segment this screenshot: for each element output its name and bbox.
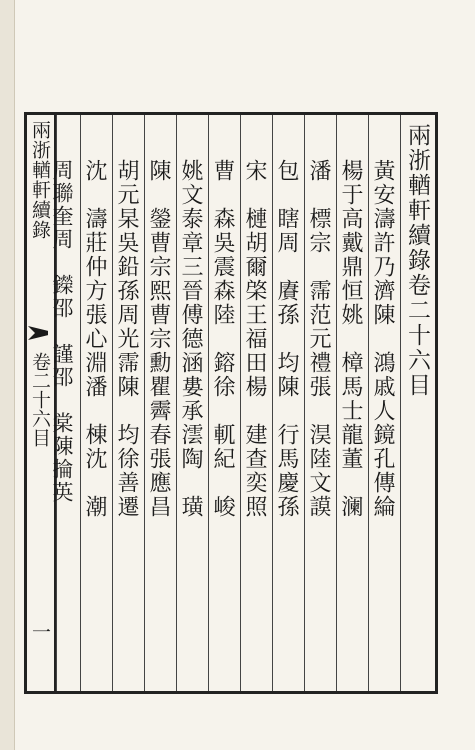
name-column — [368, 115, 400, 691]
name-entry: 張心淵 — [82, 303, 107, 375]
name-entry: 陶 璜 — [178, 447, 203, 519]
name-column — [304, 115, 336, 691]
name-entry: 董 澜 — [338, 447, 363, 519]
name-entry: 邵 謹 — [50, 297, 74, 366]
name-entry: 曹宗熙 — [146, 231, 171, 303]
name-entry: 徐 軏 — [210, 375, 235, 447]
name-entry: 章三晉 — [178, 231, 203, 303]
name-entry: 徐善遷 — [114, 447, 139, 519]
name-entry: 陳 鴻 — [370, 303, 395, 375]
name-entry: 陸 鎔 — [210, 303, 235, 375]
name-entry: 馬士龍 — [338, 375, 363, 447]
name-entry: 張應昌 — [146, 447, 171, 519]
name-entry: 許乃濟 — [370, 231, 395, 303]
name-entry: 沈 濤 — [82, 159, 107, 231]
name-entry: 戴鼎恒 — [338, 231, 363, 303]
name-entry: 范元禮 — [306, 303, 331, 375]
name-entry: 紀 峻 — [210, 447, 235, 519]
binding-gutter — [0, 0, 15, 750]
name-entry: 胡爾棨 — [242, 231, 267, 303]
name-entry: 姚文泰 — [178, 159, 203, 231]
name-entry: 陳 均 — [114, 375, 139, 447]
name-entry: 戚人鏡 — [370, 375, 395, 447]
name-entry: 周 鑅 — [50, 228, 74, 297]
name-entry: 孫 均 — [274, 303, 299, 375]
name-entry: 包 瞎 — [274, 159, 299, 231]
name-entry: 黃安濤 — [370, 159, 395, 231]
name-entry: 陳掄英 — [50, 435, 74, 504]
name-column — [80, 115, 112, 691]
name-column — [272, 115, 304, 691]
name-entry: 陳 行 — [274, 375, 299, 447]
name-column — [240, 115, 272, 691]
name-entry: 周聯奎 — [50, 159, 74, 228]
name-entry: 邵 棠 — [50, 366, 74, 435]
name-entry: 吳鉛孫 — [114, 231, 139, 303]
name-column — [112, 115, 144, 691]
name-entry: 陳 鎣 — [146, 159, 171, 231]
name-entry: 馬慶孫 — [274, 447, 299, 519]
name-entry: 宗 霈 — [306, 231, 331, 303]
name-entry: 莊仲方 — [82, 231, 107, 303]
name-entry: 陸文謨 — [306, 447, 331, 519]
page-title: 兩浙輶軒續錄卷二十六目 — [404, 123, 430, 398]
name-column — [208, 115, 240, 691]
name-column — [336, 115, 368, 691]
title-column — [400, 115, 435, 691]
name-entry: 潘 標 — [306, 159, 331, 231]
name-entry: 查奕照 — [242, 447, 267, 519]
name-entry: 曹 森 — [210, 159, 235, 231]
name-entry: 吳震森 — [210, 231, 235, 303]
name-entry: 孔傳綸 — [370, 447, 395, 519]
name-column — [144, 115, 176, 691]
spine-title: 兩浙輶軒續錄 — [29, 120, 51, 240]
name-entry: 婁承澐 — [178, 375, 203, 447]
name-column — [176, 115, 208, 691]
name-entry: 張 淏 — [306, 375, 331, 447]
name-entry: 楊于高 — [338, 159, 363, 231]
name-entry: 曹宗勳 — [146, 303, 171, 375]
name-entry: 沈 潮 — [82, 447, 107, 519]
name-entry: 潘 棟 — [82, 375, 107, 447]
spine-volume: 卷二十六目 — [29, 352, 51, 447]
name-entry: 周光霈 — [114, 303, 139, 375]
name-entry: 周 賡 — [274, 231, 299, 303]
name-entry: 瞿霽春 — [146, 375, 171, 447]
name-column — [50, 115, 80, 691]
name-entry: 楊 建 — [242, 375, 267, 447]
name-entry: 胡元杲 — [114, 159, 139, 231]
spine-page-number: 一 — [29, 622, 51, 641]
name-entry: 姚 樟 — [338, 303, 363, 375]
name-entry: 王福田 — [242, 303, 267, 375]
name-entry: 傅德涵 — [178, 303, 203, 375]
name-entry: 宋 槤 — [242, 159, 267, 231]
